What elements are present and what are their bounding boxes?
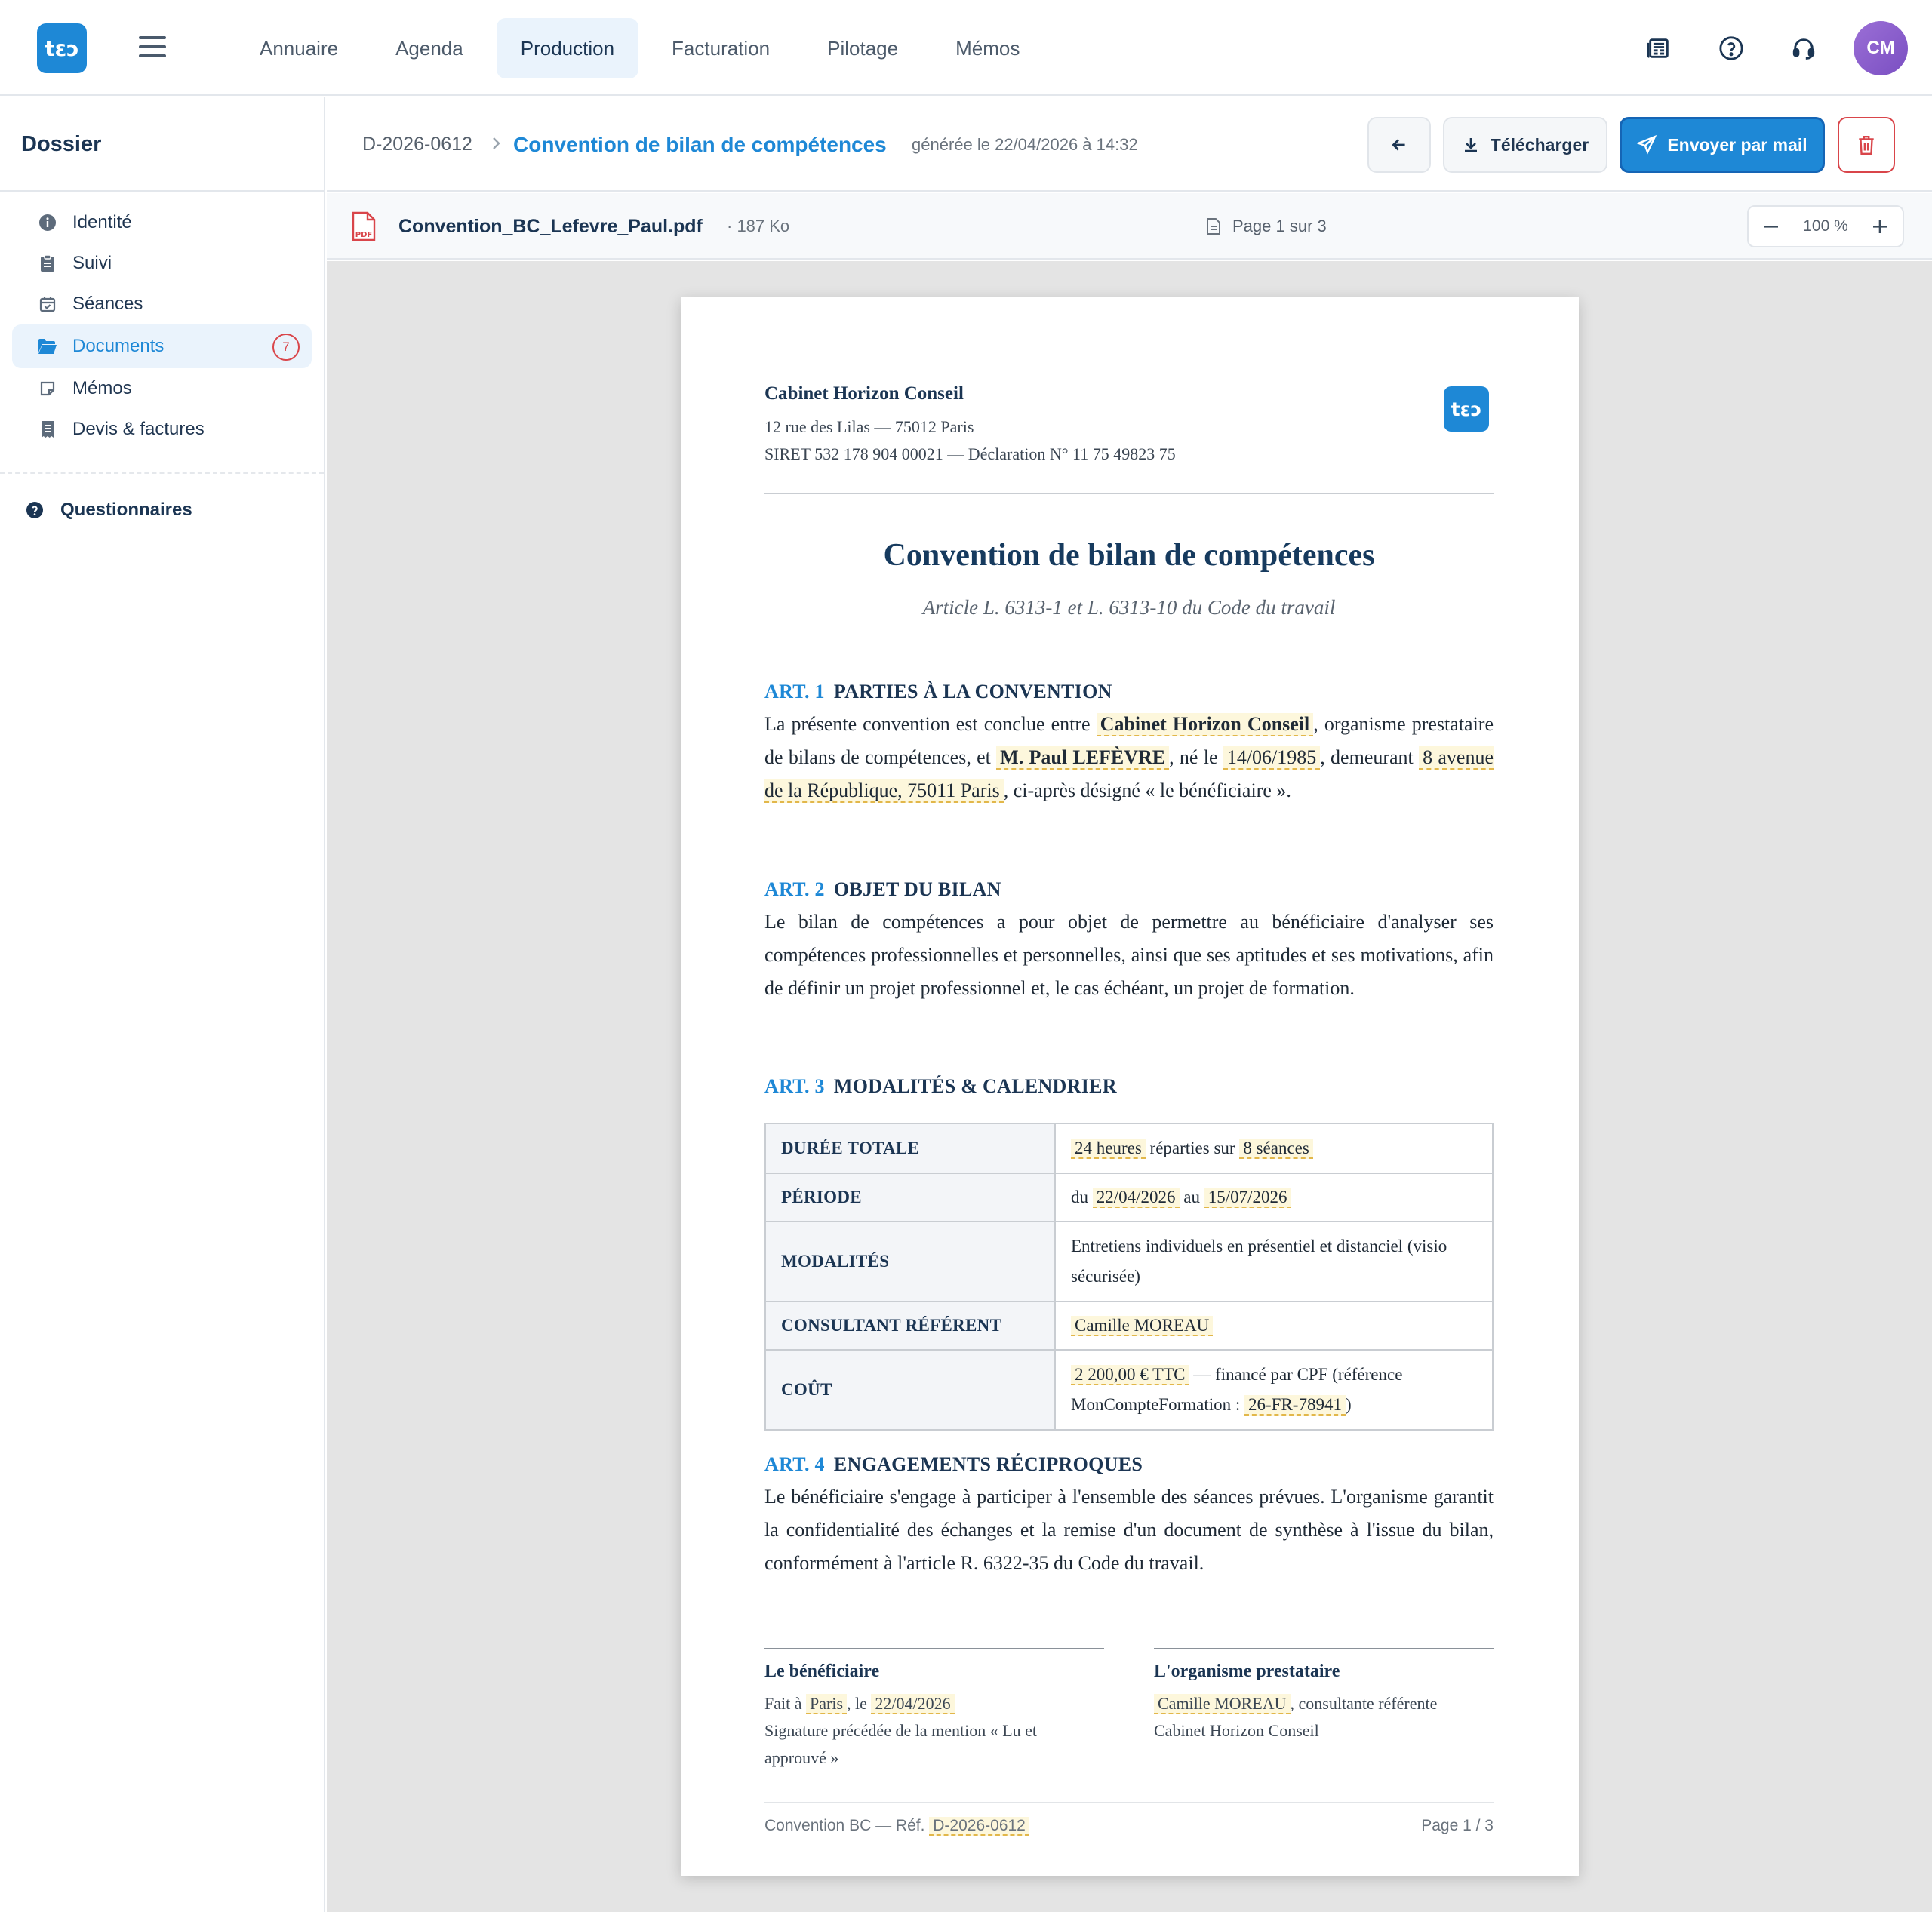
text-run: ) [1345, 1395, 1352, 1414]
field-birth-date: 14/06/1985 [1223, 746, 1320, 770]
clipboard-icon [38, 254, 57, 273]
main-nav [235, 0, 1044, 96]
sidebar [0, 97, 325, 1912]
document-logo [1444, 386, 1489, 432]
page-footer-number: Page 1 / 3 [1421, 1817, 1494, 1834]
article-2-text: Le bilan de compétences a pour objet de permettre au bénéficiaire d'analyser ses compétences professionnelles et personnelles, ainsi que ses aptitudes et ses motivations, afin de définir un projet professionnel et, le cas échéant, un projet de formation. [764, 911, 1494, 999]
menu-toggle-icon[interactable] [139, 33, 166, 60]
text-run: réparties sur [1145, 1139, 1240, 1157]
article-3-heading [764, 1075, 1117, 1098]
text-run: — financé par CPF (référence MonCompteFormation : [1071, 1365, 1403, 1414]
organization-siret: SIRET 532 178 904 00021 — Déclaration N° 11 75 49823 75 [764, 444, 1176, 463]
signature-organization-heading: L'organisme prestataire [1154, 1661, 1340, 1681]
nav-production[interactable]: Production [497, 18, 638, 78]
field-hours: 24 heures [1071, 1139, 1146, 1159]
footer-divider [764, 1802, 1494, 1803]
text-run: , demeurant [1320, 746, 1420, 768]
send-by-mail-button[interactable] [1620, 117, 1825, 173]
sidebar-list [0, 192, 324, 450]
download-icon [1462, 136, 1480, 154]
table-key: PÉRIODE [765, 1173, 1055, 1222]
article-1-number: ART. 1 [764, 681, 825, 702]
document-title: Convention de bilan de compétences [883, 538, 1375, 573]
text-run: , consultante référente [1290, 1694, 1438, 1713]
article-4-heading [764, 1453, 1143, 1476]
signature-note: Signature précédée de la mention « Lu et approuvé » [764, 1721, 1038, 1767]
sidebar-title: Dossier [0, 97, 324, 192]
download-button-label: Télécharger [1490, 134, 1589, 155]
trash-icon [1857, 134, 1876, 155]
field-start-date: 22/04/2026 [1093, 1188, 1180, 1208]
sidebar-item-memos[interactable] [12, 368, 312, 409]
page-footer-reference [764, 1817, 1029, 1835]
nav-annuaire[interactable]: Annuaire [260, 36, 339, 60]
document-subtitle: Article L. 6313-1 et L. 6313-10 du Code du travail [922, 596, 1336, 619]
field-signature-date: 22/04/2026 [871, 1694, 954, 1714]
plus-icon [1872, 218, 1888, 235]
sidebar-item-seances[interactable] [12, 284, 312, 324]
field-footer-ref: D-2026-0612 [929, 1817, 1029, 1836]
zoom-out-button[interactable] [1749, 207, 1794, 246]
page-indicator [1205, 193, 1327, 260]
field-sessions: 8 séances [1239, 1139, 1313, 1159]
organization-address: 12 rue des Lilas — 75012 Paris [764, 417, 974, 436]
app-logo[interactable] [37, 23, 87, 73]
table-value [1055, 1302, 1493, 1350]
svg-text:tεɔ: tεɔ [1451, 398, 1482, 420]
receipt-icon [38, 420, 57, 439]
table-value: Entretiens individuels en présentiel et distanciel (visio sécurisée) [1055, 1222, 1493, 1302]
nav-memos[interactable]: Mémos [955, 36, 1020, 60]
table-value [1055, 1124, 1493, 1173]
user-avatar[interactable]: CM [1854, 21, 1908, 75]
table-row [765, 1173, 1493, 1222]
header-divider [764, 493, 1494, 494]
sidebar-divider [0, 472, 324, 474]
info-icon [38, 213, 57, 232]
minus-icon [1763, 218, 1780, 235]
pdf-toolbar [327, 193, 1932, 260]
sidebar-item-label: Séances [72, 294, 143, 314]
calendar-check-icon [38, 294, 57, 314]
text-run: , le [847, 1694, 872, 1713]
text-run: , ci-après désigné « le bénéficiaire ». [1003, 779, 1291, 801]
text-run: du [1071, 1188, 1093, 1207]
table-key: CONSULTANT RÉFÉRENT [765, 1302, 1055, 1350]
delete-button[interactable] [1838, 117, 1895, 173]
pdf-file-icon [351, 211, 377, 245]
signature-beneficiary-text [764, 1690, 1089, 1772]
article-3-title: MODALITÉS & CALENDRIER [833, 1075, 1117, 1097]
article-4-number: ART. 4 [764, 1453, 825, 1475]
text-run: , organisme prestataire de bilans de compétences, et [764, 713, 1494, 768]
chevron-right-icon [487, 134, 505, 152]
article-2-title: OBJET DU BILAN [833, 878, 1001, 900]
documents-count-badge: 7 [272, 334, 300, 361]
article-1-heading [764, 681, 1112, 703]
table-row [765, 1350, 1493, 1430]
text-run: Fait à [764, 1694, 806, 1713]
field-cpf-reference: 26-FR-78941 [1244, 1395, 1346, 1416]
sidebar-item-label: Suivi [72, 253, 112, 273]
breadcrumb-document-title: Convention de bilan de compétences [513, 133, 887, 156]
back-button[interactable] [1367, 117, 1431, 173]
pdf-filename: Convention_BC_Lefevre_Paul.pdf [398, 216, 703, 237]
signature-organization-name: Cabinet Horizon Conseil [1154, 1721, 1319, 1740]
arrow-left-icon [1389, 135, 1409, 155]
sidebar-item-identite[interactable] [12, 202, 312, 243]
article-4-text: Le bénéficiaire s'engage à participer à l'ensemble des séances prévues. L'organisme garantit la confidentialité des échanges et la remise d'un document de synthèse à l'issue du bilan, conformément à l'article R. 6322-35 du Code du travail. [764, 1486, 1494, 1574]
text-run: La présente convention est conclue entre [764, 713, 1097, 735]
table-value [1055, 1173, 1493, 1222]
headset-icon[interactable] [1783, 27, 1825, 69]
text-run: , né le [1169, 746, 1223, 768]
note-icon [38, 379, 57, 398]
page-icon [1205, 217, 1222, 235]
table-key: MODALITÉS [765, 1222, 1055, 1302]
signature-line-beneficiary [764, 1648, 1104, 1649]
nav-facturation[interactable]: Facturation [672, 36, 771, 60]
page-indicator-label: Page 1 sur 3 [1232, 217, 1327, 235]
folder-open-icon [38, 337, 57, 356]
nav-agenda[interactable]: Agenda [395, 36, 463, 60]
sidebar-item-devis-factures[interactable] [12, 409, 312, 450]
field-address: 8 avenue de la République, 75011 Paris [764, 746, 1494, 801]
send-by-mail-button-label: Envoyer par mail [1667, 134, 1807, 155]
sidebar-item-label: Devis & factures [72, 419, 205, 439]
svg-text:tεɔ: tεɔ [45, 36, 79, 61]
generation-date: générée le 22/04/2026 à 14:32 [912, 135, 1138, 154]
question-icon [26, 501, 44, 519]
table-value [1055, 1350, 1493, 1430]
article-1-title: PARTIES À LA CONVENTION [833, 681, 1112, 702]
sidebar-item-documents[interactable] [12, 324, 312, 368]
article-2-heading [764, 878, 1001, 901]
field-organization: Cabinet Horizon Conseil [1097, 713, 1314, 736]
sidebar-item-label: Identité [72, 212, 132, 232]
send-icon [1637, 135, 1657, 155]
table-key: DURÉE TOTALE [765, 1124, 1055, 1173]
help-icon[interactable] [1710, 27, 1752, 69]
field-signatory: Camille MOREAU [1154, 1694, 1291, 1714]
sidebar-item-suivi[interactable] [12, 243, 312, 284]
field-cost: 2 200,00 € TTC [1071, 1365, 1189, 1385]
sidebar-section-label: Questionnaires [60, 500, 192, 520]
table-row [765, 1302, 1493, 1350]
field-city: Paris [806, 1694, 847, 1714]
zoom-in-button[interactable] [1857, 207, 1903, 246]
table-key: COÛT [765, 1350, 1055, 1430]
document-header [327, 97, 1932, 192]
pdf-page [681, 297, 1579, 1876]
breadcrumb-dossier-id[interactable]: D-2026-0612 [362, 134, 472, 155]
modalities-table [764, 1123, 1494, 1431]
sidebar-item-label: Documents [72, 336, 165, 356]
top-actions [1607, 0, 1932, 96]
pdf-filesize: · 187 Ko [727, 217, 790, 235]
article-2-number: ART. 2 [764, 878, 825, 900]
zoom-control [1747, 205, 1904, 247]
article-1-text [764, 708, 1494, 807]
zoom-level: 100 % [1803, 217, 1848, 235]
signature-line-organization [1154, 1648, 1494, 1649]
field-consultant: Camille MOREAU [1071, 1316, 1213, 1336]
nav-pilotage[interactable]: Pilotage [827, 36, 899, 60]
table-row [765, 1222, 1493, 1302]
signature-beneficiary-heading: Le bénéficiaire [764, 1661, 880, 1681]
field-beneficiary-name: M. Paul LEFÈVRE [996, 746, 1169, 770]
pdf-viewer[interactable] [327, 261, 1932, 1912]
text-run: au [1179, 1188, 1204, 1207]
article-4-title: ENGAGEMENTS RÉCIPROQUES [833, 1453, 1143, 1475]
svg-text:PDF: PDF [355, 231, 373, 239]
news-icon[interactable] [1638, 27, 1680, 69]
sidebar-section-questionnaires[interactable] [0, 487, 324, 533]
sidebar-item-label: Mémos [72, 378, 132, 398]
organization-name: Cabinet Horizon Conseil [764, 383, 964, 404]
text-run: Convention BC — Réf. [764, 1817, 930, 1834]
top-navigation-bar [0, 0, 1932, 96]
table-row [765, 1124, 1493, 1173]
article-3-number: ART. 3 [764, 1075, 825, 1097]
field-end-date: 15/07/2026 [1204, 1188, 1291, 1208]
signature-organization-text [1154, 1690, 1494, 1744]
download-button[interactable] [1443, 117, 1607, 173]
